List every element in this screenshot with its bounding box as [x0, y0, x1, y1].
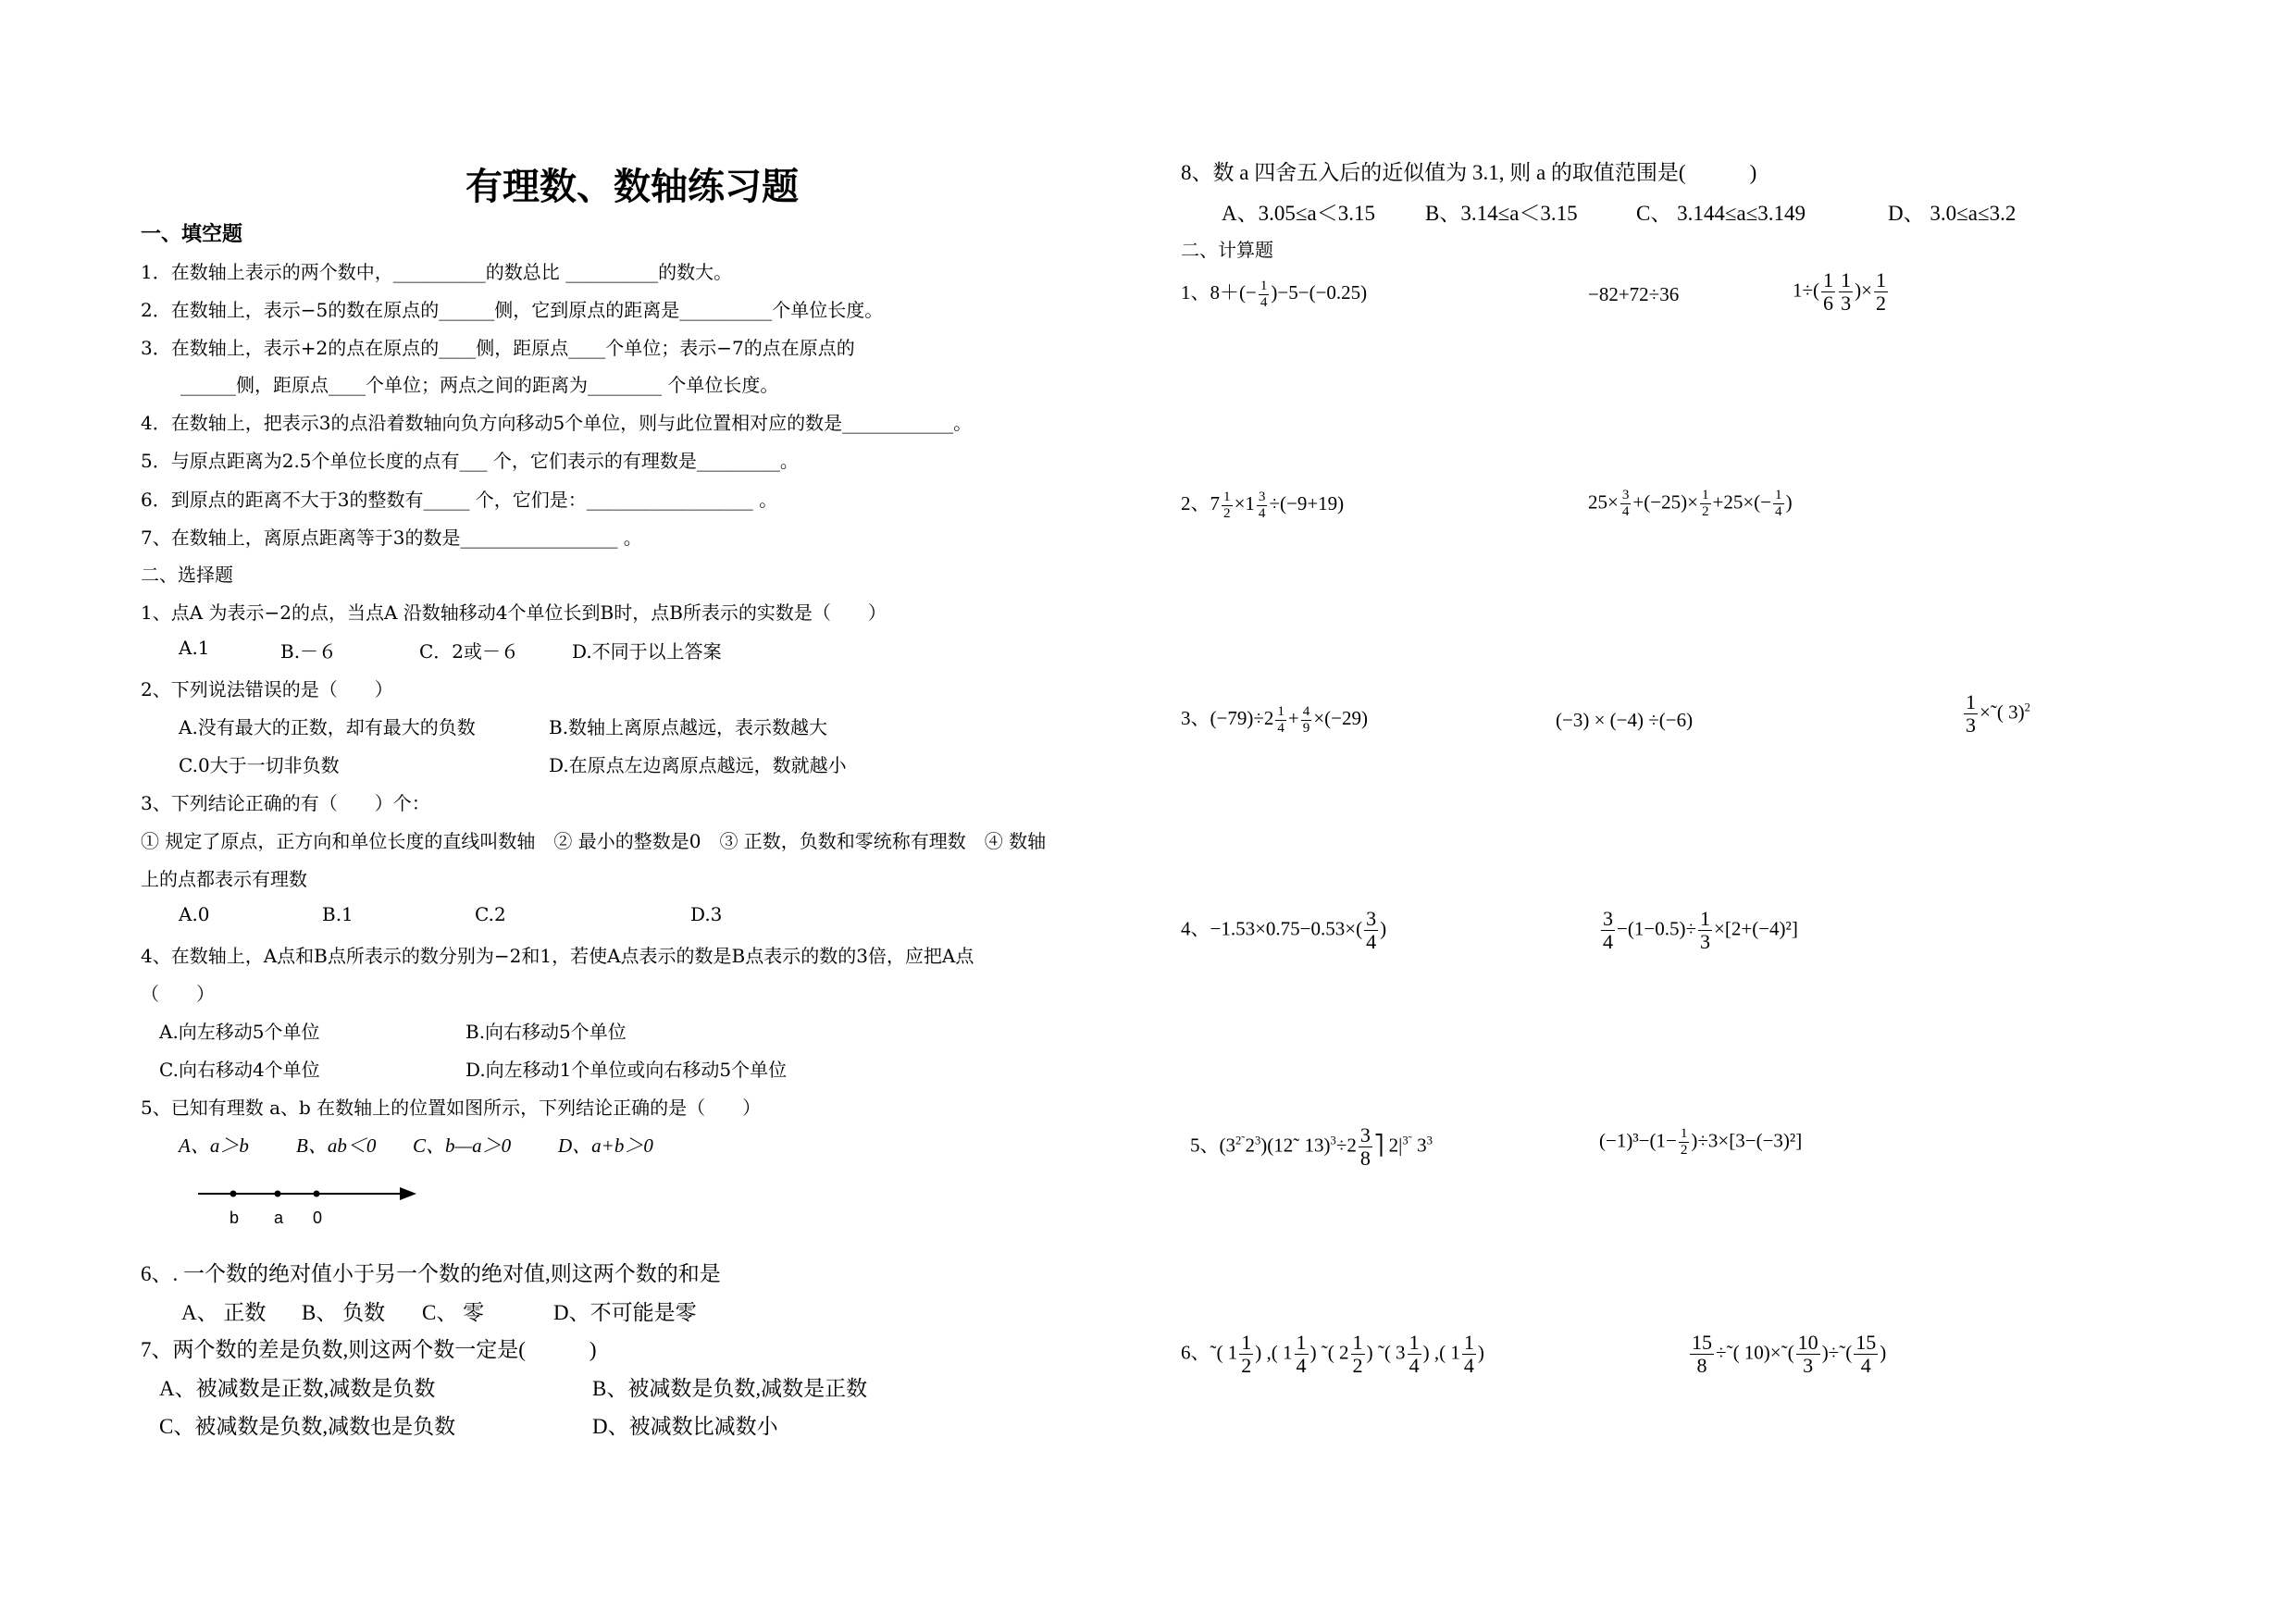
calc-label-1: 1、 [1181, 281, 1210, 304]
calc-problem-6b: $\frac{15}{8}$ ÷˜( 10)×˜( $\frac{10}{3}$ )÷˜( $\frac{15}{4}$ ) [1692, 1331, 1887, 1378]
choice-2-option-b: B.数轴上离原点越远，表示数越大 [549, 716, 828, 738]
fraction: $\frac{15}{4}$ [1855, 1331, 1877, 1378]
fill-question-1: 1．在数轴上表示的两个数中，__________的数总比 __________的数大。 [141, 261, 733, 283]
choice-3-statements-line-1: ① 规定了原点，正方向和单位长度的直线叫数轴 ② 最小的整数是0 ③ 正数，负数和零统称有理数 ④ 数轴 [141, 830, 1047, 852]
choice-7-option-a: A、被减数是正数,减数是负数 [159, 1377, 436, 1400]
choice-8-option-d: D、 3.0≤a≤3.2 [1888, 202, 2017, 225]
calc-problem-5a: 5、$(3^{2˜}2^3)(12˜$ 13)$^3$÷2 $\frac{3}{8}$ ⎤ $2|^{3˜}$ $3^3$ [1190, 1123, 1433, 1171]
fraction: $\frac{1}{2}$ [1875, 268, 1886, 316]
choice-5-option-b: B、ab＜0 [296, 1134, 377, 1157]
choice-6-option-a: A、 正数 [181, 1301, 267, 1324]
fraction: $\frac{4}{9}$ [1302, 703, 1310, 736]
calc-label-6: 6、 [1181, 1341, 1210, 1364]
fraction: $\frac{1}{4}$ [1775, 488, 1782, 520]
calc-problem-4a: 4、−1.53×0.75−0.53×( $\frac{3}{4}$ ) [1181, 907, 1387, 954]
choice-3-statements-line-2: 上的点都表示有理数 [141, 868, 307, 890]
point-a-label: a [274, 1209, 284, 1227]
choice-6-option-d: D、不可能是零 [553, 1301, 697, 1324]
choice-2-option-d: D.在原点左边离原点越远，数就越小 [549, 754, 847, 776]
choice-5-option-d: D、a+b＞0 [558, 1134, 653, 1157]
choice-5-option-a: A、a＞b [179, 1134, 249, 1157]
fill-question-2: 2．在数轴上，表示−5的数在原点的______侧，它到原点的距离是__________个单位长度。 [141, 299, 884, 321]
fraction: $\frac{3}{4}$ [1603, 907, 1614, 954]
choice-question-4-line-2: （ ） [141, 983, 215, 1005]
fraction: $\frac{1}{2}$ [1680, 1126, 1688, 1159]
page-title: 有理数、数轴练习题 [465, 166, 799, 208]
fraction: $\frac{1}{4}$ [1260, 278, 1268, 310]
choice-1-option-b: B.－６ [280, 640, 338, 663]
fill-question-6: 6．到原点的距离不大于3的整数有_____ 个，它们是：__________________ 。 [141, 489, 778, 511]
choice-7-option-b: B、被减数是负数,减数是正数 [592, 1377, 868, 1400]
calc-problem-3c: $\frac{1}{3}$ ×˜( 3)$^2$ [1966, 690, 2030, 738]
fraction: $\frac{1}{6}$ [1823, 268, 1834, 316]
choice-question-7: 7、两个数的差是负数,则这两个数一定是( ) [141, 1338, 597, 1361]
section-fill-blank-heading: 一、填空题 [141, 223, 243, 246]
calc-problem-1b: −82+72÷36 [1588, 283, 1680, 305]
fraction: $\frac{1}{2}$ [1241, 1331, 1252, 1378]
choice-question-2: 2、下列说法错误的是（ ） [141, 678, 393, 700]
choice-7-option-c: C、被减数是负数,减数也是负数 [159, 1415, 456, 1438]
section-calculation-heading: 二、计算题 [1181, 239, 1273, 261]
calc-problem-1a: 1、8＋(− $\frac{1}{4}$ )−5−(−0.25) [1181, 278, 1368, 310]
calc-problem-4b: $\frac{3}{4}$ −(1−0.5)÷ $\frac{1}{3}$ ×[2+(−4)²] [1603, 907, 1798, 954]
fraction: $\frac{1}{4}$ [1277, 703, 1285, 736]
choice-8-option-c: C、 3.144≤a≤3.149 [1636, 202, 1806, 225]
choice-3-option-b: B.1 [322, 903, 354, 925]
calc-label-5: 5、 [1190, 1134, 1220, 1157]
fraction: $\frac{1}{3}$ [1966, 690, 1977, 738]
calc-problem-5b: (−1)³−(1− $\frac{1}{2}$ )÷3×[3−(−3)²] [1599, 1126, 1803, 1159]
fraction: $\frac{15}{8}$ [1692, 1331, 1713, 1378]
fraction: $\frac{1}{3}$ [1841, 268, 1852, 316]
fraction: $\frac{3}{8}$ [1359, 1123, 1371, 1171]
fraction: $\frac{1}{2}$ [1352, 1331, 1363, 1378]
calc-problem-3a: 3、(−79)÷2 $\frac{1}{4}$ + $\frac{4}{9}$ ×(−29) [1181, 703, 1369, 736]
choice-4-option-a: A.向左移动5个单位 [159, 1021, 320, 1043]
choice-question-6: 6、. 一个数的绝对值小于另一个数的绝对值,则这两个数的和是 [141, 1262, 721, 1285]
choice-question-1: 1、点A 为表示−2的点，当点A 沿数轴移动4个单位长到B时，点B所表示的实数是（ ） [141, 601, 887, 624]
choice-1-option-c: C．2或－６ [419, 640, 520, 663]
fraction: $\frac{1}{4}$ [1409, 1331, 1420, 1378]
choice-4-option-c: C.向右移动4个单位 [159, 1059, 320, 1081]
number-line-figure [194, 1175, 435, 1249]
point-b-dot [230, 1191, 237, 1197]
fraction: $\frac{3}{4}$ [1366, 907, 1377, 954]
fraction: $\frac{1}{3}$ [1699, 907, 1711, 954]
fraction: $\frac{3}{4}$ [1621, 488, 1630, 520]
fill-question-3-line-2: ______侧，距原点____个单位；两点之间的距离为________ 个单位长度。 [180, 374, 779, 396]
calc-problem-2a: 2、7 $\frac{1}{2}$ ×1 $\frac{3}{4}$ ÷(−9+19) [1181, 489, 1345, 521]
choice-6-option-c: C、 零 [422, 1301, 485, 1324]
choice-6-option-b: B、 负数 [302, 1301, 386, 1324]
choice-1-option-a: A.1 [179, 637, 210, 659]
calc-label-4: 4、 [1181, 917, 1210, 940]
choice-5-option-c: C、b—a＞0 [413, 1134, 512, 1157]
choice-7-option-d: D、被减数比减数小 [592, 1415, 778, 1438]
choice-4-option-d: D.向左移动1个单位或向右移动5个单位 [465, 1059, 788, 1081]
calc-problem-2b: 25× $\frac{3}{4}$ +(−25)× $\frac{1}{2}$ +25×(− $\frac{1}{4}$ ) [1588, 488, 1793, 520]
choice-2-option-a: A.没有最大的正数，却有最大的负数 [179, 716, 476, 738]
calc-label-2: 2、 [1181, 492, 1210, 514]
choice-question-3: 3、下列结论正确的有（ ）个： [141, 792, 430, 814]
choice-question-5: 5、已知有理数 a、b 在数轴上的位置如图所示，下列结论正确的是（ ） [141, 1097, 762, 1119]
section-choice-heading: 二、选择题 [141, 564, 233, 586]
fraction: $\frac{3}{4}$ [1258, 489, 1266, 521]
fill-question-3-line-1: 3．在数轴上，表示+2的点在原点的____侧，距原点____个单位；表示−7的点在原点的 [141, 337, 855, 359]
choice-question-8: 8、数 a 四舍五入后的近似值为 3.1, 则 a 的取值范围是( ) [1181, 161, 1757, 184]
calc-problem-3b: (−3) × (−4) ÷(−6) [1556, 709, 1694, 731]
calc-label-3: 3、 [1181, 707, 1210, 729]
origin-label: 0 [313, 1209, 323, 1227]
fraction: $\frac{1}{4}$ [1463, 1331, 1474, 1378]
point-b-label: b [230, 1209, 240, 1227]
fill-question-7: 7、在数轴上，离原点距离等于3的数是_________________ 。 [141, 527, 642, 549]
fraction: $\frac{1}{2}$ [1223, 489, 1231, 521]
choice-question-4-line-1: 4、在数轴上，A点和B点所表示的数分别为−2和1，若使A点表示的数是B点表示的数的3倍，应把A点 [141, 945, 974, 967]
fill-question-5: 5．与原点距离为2.5个单位长度的点有___ 个，它们表示的有理数是_________。 [141, 450, 799, 472]
choice-3-option-d: D.3 [690, 903, 723, 925]
calc-problem-1c: 1÷( $\frac{1}{6}$ $\frac{1}{3}$ )× $\frac{1}{2}$ [1793, 268, 1886, 316]
choice-3-option-c: C.2 [475, 903, 506, 925]
choice-8-option-b: B、3.14≤a＜3.15 [1425, 202, 1578, 225]
origin-dot [314, 1191, 320, 1197]
choice-2-option-c: C.0大于一切非负数 [179, 754, 340, 776]
number-line-arrow [400, 1187, 416, 1200]
calc-problem-6a: 6、˜( 1 $\frac{1}{2}$ ) ,( 1 $\frac{1}{4}$ ) ˜( 2 $\frac{1}{2}$ ) ˜( 3 $\frac{1}{4}$ ) ,( 1 $\frac{1}{4}$ ) [1181, 1331, 1484, 1378]
choice-1-option-d: D.不同于以上答案 [572, 640, 722, 663]
choice-4-option-b: B.向右移动5个单位 [465, 1021, 627, 1043]
fraction: $\frac{1}{2}$ [1701, 488, 1709, 520]
fraction: $\frac{1}{4}$ [1296, 1331, 1307, 1378]
fill-question-4: 4．在数轴上，把表示3的点沿着数轴向负方向移动5个单位，则与此位置相对应的数是____________。 [141, 412, 973, 434]
choice-8-option-a: A、3.05≤a＜3.15 [1222, 202, 1375, 225]
fraction: $\frac{10}{3}$ [1797, 1331, 1818, 1378]
point-a-dot [275, 1191, 281, 1197]
choice-3-option-a: A.0 [179, 903, 210, 925]
